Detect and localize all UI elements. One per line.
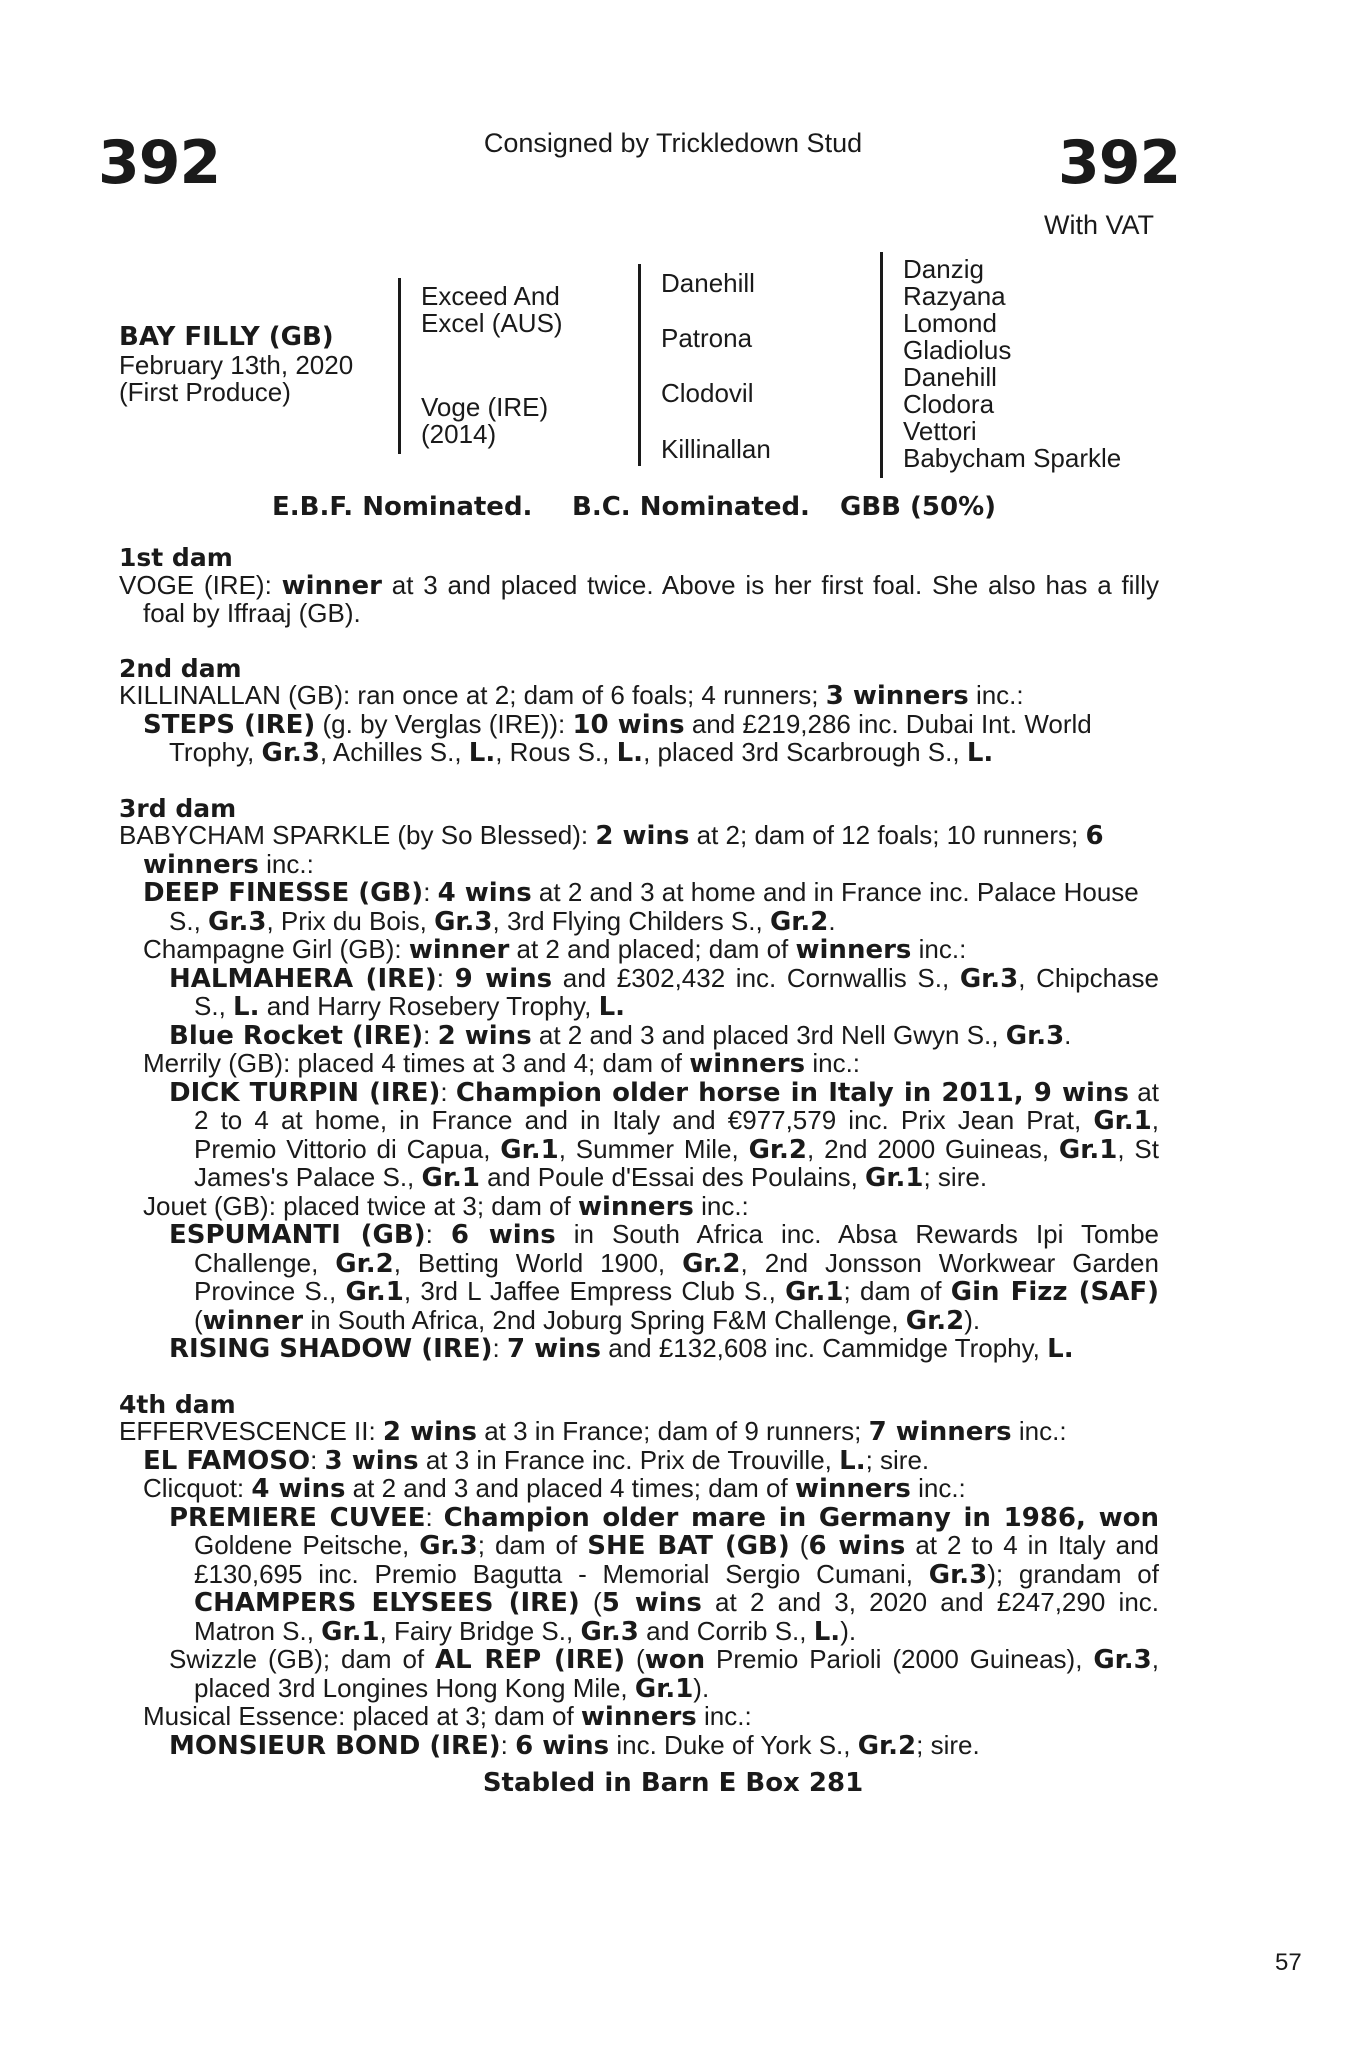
text: :: [440, 1076, 456, 1107]
bold-text: winners: [580, 1702, 697, 1732]
text: , Fairy Bridge S.,: [379, 1615, 581, 1646]
text: ).: [693, 1672, 710, 1703]
bold-text: Gr.3: [261, 738, 320, 768]
bold-text: DEEP FINESSE (GB): [143, 878, 424, 908]
dam-entry: [119, 936, 1159, 965]
text: Champagne Girl (GB):: [143, 934, 409, 964]
bold-text: Gr.3: [419, 1531, 478, 1561]
bold-text: ESPUMANTI (GB): [169, 1220, 426, 1250]
text: , St James's Palace S.,: [194, 1133, 1159, 1192]
text: ; dam of: [843, 1276, 951, 1306]
bold-text: Gr.3: [208, 906, 267, 937]
bold-text: Champion older horse in Italy in 2011, 9 wins: [455, 1077, 1129, 1108]
foaling-date: February 13th, 2020: [119, 350, 354, 380]
dam-entry: [119, 962, 1159, 1022]
text: at 2 and 3 and placed 4 times; dam of: [345, 1473, 795, 1503]
bold-text: SHE BAT (GB): [587, 1531, 790, 1561]
horse-identity: [119, 322, 353, 406]
bold-text: L.: [616, 738, 644, 768]
text: inc.:: [1011, 1416, 1067, 1446]
bold-text: winner: [281, 570, 383, 601]
dam-entry: [119, 1501, 1160, 1647]
bold-text: Gr.1: [1058, 1134, 1118, 1165]
bold-text: RISING SHADOW (IRE): [169, 1334, 493, 1364]
text: EFFERVESCENCE II:: [119, 1416, 383, 1446]
dam-heading: 1st dam: [119, 543, 233, 572]
sire-line-2: Excel (AUS): [421, 308, 563, 338]
sire-line-1: Exceed And: [421, 281, 560, 311]
text: inc.:: [911, 934, 967, 964]
bold-text: winners: [795, 935, 912, 965]
bold-text: 3 wins: [324, 1445, 419, 1476]
text: :: [425, 1501, 444, 1532]
text: in South Africa, 2nd Joburg Spring F&M Challenge,: [303, 1304, 906, 1335]
dam-line-2: (2014): [421, 419, 497, 449]
stabling-location: Stabled in Barn E Box 281: [482, 1768, 864, 1798]
bold-text: Gin Fizz (SAF): [950, 1277, 1159, 1307]
consignor: Consigned by Trickledown Stud: [483, 128, 863, 158]
ggp-7: Vettori: [903, 416, 977, 446]
bold-text: Gr.2: [857, 1730, 917, 1761]
dam-entry: [119, 1646, 1159, 1703]
bold-text: 5 wins: [601, 1588, 702, 1618]
nomination-ebf: E.B.F. Nominated.: [272, 492, 533, 522]
bold-text: Gr.2: [748, 1134, 808, 1165]
bold-text: L.: [468, 738, 496, 768]
text: Goldene Peitsche,: [194, 1530, 420, 1560]
text: and Harry Rosebery Trophy,: [259, 991, 599, 1021]
bold-text: Blue Rocket (IRE): [169, 1020, 424, 1051]
bold-text: L.: [813, 1616, 841, 1647]
text: inc.:: [968, 680, 1024, 710]
text: (: [789, 1530, 809, 1560]
ggp-4: Gladiolus: [903, 335, 1012, 365]
pedigree-grandsire-dam-side: Clodovil: [661, 378, 754, 408]
bold-text: Gr.3: [928, 1559, 988, 1590]
dam-entry: [119, 1190, 1159, 1222]
text: inc.:: [696, 1701, 752, 1731]
lot-number-left: 392: [98, 128, 221, 198]
bold-text: Gr.2: [682, 1248, 741, 1279]
text: at 2 to 4 at home, in France and in Italy and €977,579 inc. Prix Jean Prat,: [194, 1076, 1159, 1135]
ggp-3: Lomond: [903, 308, 997, 338]
bold-text: Gr.3: [434, 906, 493, 937]
bold-text: 3 winners: [825, 681, 969, 711]
horse-name: BAY FILLY (GB): [119, 322, 334, 352]
bold-text: 4 wins: [437, 878, 532, 908]
bold-text: Gr.1: [785, 1277, 844, 1307]
bold-text: Gr.3: [959, 963, 1019, 994]
text: and £302,432 inc. Cornwallis S.,: [552, 962, 960, 993]
text: ).: [840, 1615, 857, 1646]
dam-entry: [119, 879, 1159, 936]
text: :: [310, 1444, 325, 1475]
text: :: [492, 1333, 507, 1363]
bold-text: STEPS (IRE): [143, 709, 316, 740]
bold-text: L.: [598, 992, 626, 1022]
dam-heading: 3rd dam: [119, 793, 237, 823]
pedigree-line-2: [638, 264, 641, 466]
text: , 3rd L Jaffee Empress Club S.,: [403, 1276, 786, 1306]
bold-text: Gr.1: [634, 1673, 694, 1704]
dam-entry: [119, 1335, 1159, 1364]
bold-text: 6 wins: [450, 1220, 556, 1250]
bold-text: AL REP (IRE): [435, 1645, 626, 1675]
bold-text: EL FAMOSO: [143, 1445, 311, 1476]
dam-entry: [119, 708, 1159, 768]
text: Musical Essence: placed at 3; dam of: [143, 1701, 581, 1731]
text: at 3 in France; dam of 9 runners;: [476, 1416, 869, 1446]
text: at 3 in France inc. Prix de Trouville,: [418, 1444, 840, 1475]
text: (g. by Verglas (IRE)):: [315, 708, 573, 739]
bold-text: Gr.3: [580, 1616, 639, 1647]
bold-text: MONSIEUR BOND (IRE): [169, 1730, 501, 1761]
pedigree-grandsire: Danehill: [661, 268, 755, 298]
bold-text: 10 wins: [572, 709, 685, 740]
pedigree-line-1: [398, 278, 401, 454]
bold-text: 2 wins: [437, 1020, 532, 1051]
bold-text: L.: [966, 738, 994, 768]
text: ; sire.: [865, 1444, 930, 1475]
text: .: [828, 905, 836, 936]
pedigree-great-grandparents: [903, 256, 1121, 472]
dam-entry: [119, 1221, 1159, 1335]
bold-text: 7 wins: [506, 1334, 602, 1364]
text: ; dam of: [477, 1530, 588, 1560]
ggp-8: Babycham Sparkle: [903, 443, 1122, 473]
bold-text: Gr.1: [421, 1163, 480, 1193]
text: Merrily (GB): placed 4 times at 3 and 4; dam of: [143, 1048, 690, 1078]
text: at 2 to 4 in Italy and £130,695 inc. Premio Bagutta - Memorial Sergio Cumani,: [194, 1530, 1160, 1589]
bold-text: winners: [794, 1474, 911, 1504]
text: Jouet (GB): placed twice at 3; dam of: [143, 1190, 578, 1221]
bold-text: PREMIERE CUVEE: [169, 1502, 426, 1533]
text: BABYCHAM SPARKLE (by So Blessed):: [119, 820, 596, 850]
bold-text: Gr.2: [769, 906, 829, 937]
text: and £132,608 inc. Cammidge Trophy,: [601, 1333, 1048, 1363]
text: ).: [964, 1304, 981, 1335]
bold-text: 4 wins: [251, 1474, 346, 1504]
text: , Achilles S.,: [319, 737, 469, 767]
text: .: [1064, 1019, 1072, 1050]
text: , placed 3rd Longines Hong Kong Mile,: [194, 1644, 1159, 1703]
text: inc.:: [910, 1473, 966, 1503]
text: at 2 and 3, 2020 and £247,290 inc. Matron S.,: [194, 1587, 1160, 1646]
text: inc.:: [693, 1190, 749, 1221]
text: , Betting World 1900,: [393, 1247, 683, 1278]
pedigree-sire: [421, 283, 563, 337]
text: ; sire.: [916, 1729, 980, 1760]
text: and Poule d'Essai des Poulains,: [479, 1162, 866, 1192]
text: at 2 and 3 and placed 3rd Nell Gwyn S.,: [531, 1019, 1006, 1050]
bold-text: Gr.1: [500, 1134, 559, 1165]
bold-text: 2 wins: [595, 821, 690, 851]
text: , 2nd 2000 Guineas,: [807, 1133, 1059, 1164]
text: (: [194, 1304, 203, 1335]
text: and £219,286 inc. Dubai Int. World Trophy,: [169, 708, 1092, 767]
lot-number-right: 392: [1058, 128, 1181, 198]
dam-entry: [119, 1050, 1159, 1079]
text: at 2 and 3 at home and in France inc. Palace House S.,: [169, 877, 1139, 936]
bold-text: Gr.1: [1093, 1106, 1152, 1136]
bold-text: winners: [689, 1049, 806, 1079]
dam-entry: [119, 569, 1159, 628]
dam-entry: [119, 682, 1159, 711]
dam-entry: [119, 1444, 1159, 1476]
ggp-6: Clodora: [903, 389, 995, 419]
text: , Chipchase S.,: [194, 962, 1159, 1021]
text: ); grandam of: [987, 1558, 1159, 1589]
bold-text: 2 wins: [382, 1417, 477, 1447]
bold-text: L.: [1047, 1334, 1074, 1364]
produce-note: (First Produce): [119, 377, 291, 407]
bold-text: DICK TURPIN (IRE): [169, 1077, 441, 1108]
text: , 2nd Jonsson Workwear Garden Province S.,: [194, 1247, 1159, 1306]
bold-text: 6 wins: [515, 1730, 610, 1761]
bold-text: CHAMPERS ELYSEES (IRE): [194, 1588, 580, 1618]
dam-entry: [119, 1019, 1159, 1051]
text: Swizzle (GB); dam of: [169, 1644, 435, 1674]
text: , Rous S.,: [495, 737, 617, 767]
text: VOGE (IRE):: [119, 569, 282, 600]
page-number: 57: [1275, 1949, 1302, 1976]
text: :: [423, 877, 438, 907]
pedigree-dam: [421, 394, 548, 448]
bold-text: L.: [839, 1445, 866, 1476]
bold-text: Gr.1: [345, 1277, 404, 1307]
text: inc. Duke of York S.,: [609, 1729, 858, 1760]
pedigree-granddam-sire-side: Patrona: [661, 323, 753, 353]
text: :: [425, 1219, 451, 1249]
ggp-5: Danehill: [903, 362, 997, 392]
text: at 2 and placed; dam of: [509, 934, 796, 964]
text: in South Africa inc. Absa Rewards Ipi Tombe Challenge,: [194, 1219, 1159, 1278]
bold-text: 9 wins: [454, 963, 553, 994]
bold-text: Gr.3: [1093, 1645, 1152, 1675]
dam-entry: [119, 1076, 1159, 1193]
bold-text: 6 winners: [143, 821, 1104, 880]
text: ; sire.: [923, 1162, 988, 1192]
text: , Prix du Bois,: [266, 905, 435, 936]
text: :: [423, 1019, 438, 1050]
dam-line-1: Voge (IRE): [421, 392, 549, 422]
dam-entry: [119, 822, 1159, 879]
text: at 3 and placed twice. Above is her first foal. She also has a filly foal by Iffraaj (GB).: [143, 569, 1159, 628]
text: , 3rd Flying Childers S.,: [492, 905, 770, 936]
bold-text: Gr.2: [335, 1248, 394, 1279]
bold-text: Gr.2: [905, 1305, 965, 1336]
bold-text: won: [644, 1645, 706, 1675]
text: :: [436, 962, 455, 993]
dam-family: [119, 544, 1159, 1760]
dam-entry: [119, 1729, 1159, 1761]
text: and Corrib S.,: [638, 1615, 814, 1646]
text: Clicquot:: [143, 1473, 252, 1503]
text: , Premio Vittorio di Capua,: [194, 1105, 1159, 1164]
bold-text: winner: [408, 935, 510, 965]
dam-entry: [119, 1703, 1159, 1732]
text: Premio Parioli (2000 Guineas),: [705, 1644, 1094, 1674]
text: , placed 3rd Scarbrough S.,: [643, 737, 967, 767]
nomination-bc: B.C. Nominated.: [572, 492, 810, 522]
pedigree-granddam-dam-side: Killinallan: [661, 434, 771, 464]
bold-text: Gr.1: [865, 1163, 924, 1193]
text: at 2; dam of 12 foals; 10 runners;: [689, 820, 1086, 850]
vat-status: With VAT: [1044, 210, 1155, 240]
bold-text: winners: [577, 1191, 694, 1222]
bold-text: 7 winners: [868, 1417, 1012, 1447]
text: , Summer Mile,: [558, 1133, 749, 1164]
nomination-gbb: GBB (50%): [840, 492, 997, 522]
bold-text: L.: [233, 992, 260, 1022]
text: KILLINALLAN (GB): ran once at 2; dam of 6 foals; 4 runners;: [119, 680, 826, 710]
pedigree-line-3: [880, 252, 883, 478]
text: inc.:: [258, 848, 314, 879]
ggp-1: Danzig: [903, 254, 984, 284]
text: (: [625, 1644, 645, 1674]
dam-heading: 4th dam: [119, 1389, 236, 1419]
dam-heading: 2nd dam: [119, 653, 242, 683]
dam-entry: [119, 1418, 1159, 1447]
text: inc.:: [805, 1048, 861, 1078]
bold-text: winner: [202, 1305, 304, 1336]
bold-text: Gr.1: [321, 1616, 380, 1647]
bold-text: 6 wins: [808, 1531, 906, 1561]
dam-entry: [119, 1475, 1159, 1504]
text: (: [579, 1587, 602, 1617]
text: :: [500, 1729, 516, 1760]
ggp-2: Razyana: [903, 281, 1006, 311]
bold-text: Champion older mare in Germany in 1986, won: [443, 1502, 1159, 1533]
bold-text: Gr.3: [1005, 1020, 1065, 1051]
bold-text: HALMAHERA (IRE): [169, 963, 437, 994]
